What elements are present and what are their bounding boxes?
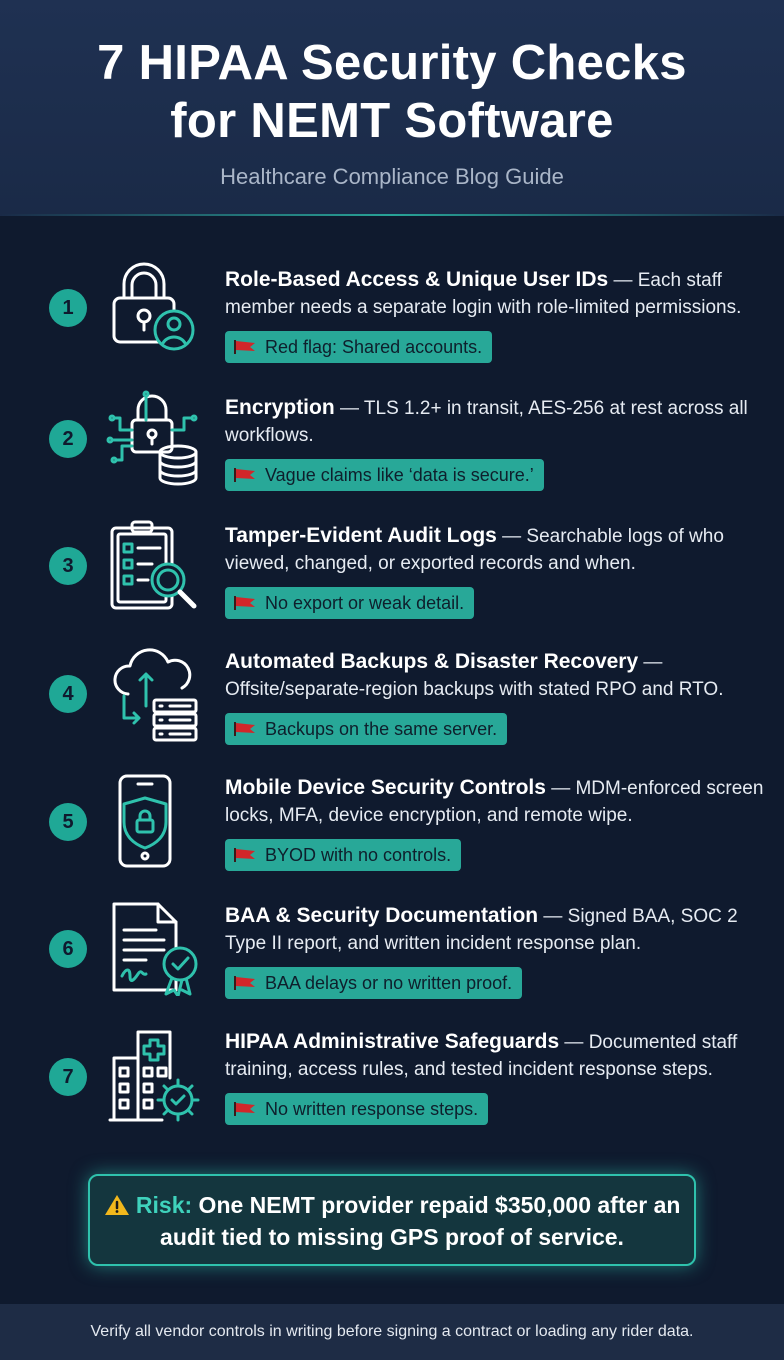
red-flag-icon	[233, 595, 257, 611]
red-flag-text: Vague claims like ‘data is secure.’	[265, 465, 534, 485]
check-item-3	[0, 518, 784, 638]
check-item-5	[0, 772, 784, 892]
red-flag-badge	[225, 839, 461, 871]
red-flag-text: BYOD with no controls.	[265, 845, 452, 865]
title-line-1: 7 HIPAA Security Checks	[97, 36, 687, 90]
red-flag-icon	[233, 721, 257, 737]
check-description: — Offsite/separate-region backups with stated RPO and RTO.	[225, 652, 724, 700]
lock-user-icon	[106, 258, 202, 354]
title-line-2: for NEMT Software	[170, 94, 614, 148]
check-text	[225, 902, 775, 999]
red-flag-badge	[225, 1093, 488, 1125]
check-title: Tamper-Evident Audit Logs	[225, 524, 497, 547]
check-number-badge: 2	[49, 420, 87, 458]
check-title: Automated Backups & Disaster Recovery	[225, 650, 639, 673]
check-item-7	[0, 1028, 784, 1148]
red-flag-icon	[233, 339, 257, 355]
check-title: Mobile Device Security Controls	[225, 776, 546, 799]
risk-label: Risk:	[135, 1192, 193, 1218]
check-number-badge: 3	[49, 547, 87, 585]
footer-note: Verify all vendor controls in writing before signing a contract or loading any rider data.	[0, 1304, 784, 1360]
check-title: Role-Based Access & Unique User IDs	[225, 268, 609, 291]
check-description: — Documented staff training, access rules, and tested incident response steps.	[225, 1032, 738, 1080]
red-flag-badge	[225, 713, 507, 745]
header	[0, 0, 784, 216]
check-description: — TLS 1.2+ in transit, AES-256 at rest across all workflows.	[225, 398, 748, 446]
check-title: HIPAA Administrative Safeguards	[225, 1030, 560, 1053]
red-flag-text: Red flag: Shared accounts.	[265, 337, 483, 357]
check-number-badge: 5	[49, 803, 87, 841]
red-flag-text: Backups on the same server.	[265, 719, 498, 739]
check-text	[225, 266, 775, 363]
check-title: BAA & Security Documentation	[225, 904, 539, 927]
risk-callout	[88, 1174, 696, 1266]
check-number-badge: 7	[49, 1058, 87, 1096]
check-text	[225, 1028, 775, 1125]
check-description: — MDM-enforced screen locks, MFA, device encryption, and remote wipe.	[225, 778, 764, 826]
check-item-1	[0, 258, 784, 378]
red-flag-badge	[225, 459, 544, 491]
check-item-6	[0, 900, 784, 1020]
page-title	[0, 0, 784, 150]
check-description: — Each staff member needs a separate login with role-limited permissions.	[225, 270, 742, 318]
red-flag-badge	[225, 331, 492, 363]
check-number-badge: 4	[49, 675, 87, 713]
red-flag-text: No written response steps.	[265, 1099, 479, 1119]
check-text	[225, 774, 775, 871]
page-subtitle: Healthcare Compliance Blog Guide	[220, 164, 564, 189]
clipboard-search-icon	[106, 518, 202, 614]
red-flag-icon	[233, 467, 257, 483]
check-description: — Signed BAA, SOC 2 Type II report, and written incident response plan.	[225, 906, 738, 954]
cloud-backup-icon	[106, 646, 202, 742]
mobile-shield-icon	[106, 772, 202, 868]
red-flag-badge	[225, 587, 474, 619]
signed-document-icon	[106, 900, 202, 996]
red-flag-text: No export or weak detail.	[265, 593, 465, 613]
red-flag-icon	[233, 1101, 257, 1117]
warning-icon	[104, 1194, 130, 1216]
check-item-4	[0, 646, 784, 766]
check-text	[225, 522, 775, 619]
red-flag-icon	[233, 847, 257, 863]
lock-database-icon	[106, 390, 202, 486]
check-number-badge: 1	[49, 289, 87, 327]
red-flag-icon	[233, 975, 257, 991]
hospital-gear-icon	[106, 1028, 202, 1124]
red-flag-text: BAA delays or no written proof.	[265, 973, 513, 993]
check-title: Encryption	[225, 396, 335, 419]
check-text	[225, 648, 775, 745]
risk-text: One NEMT provider repaid $350,000 after an audit tied to missing GPS proof of service.	[160, 1192, 681, 1250]
check-number-badge: 6	[49, 930, 87, 968]
red-flag-badge	[225, 967, 522, 999]
check-item-2	[0, 390, 784, 510]
check-description: — Searchable logs of who viewed, changed, or exported records and when.	[225, 526, 724, 574]
check-text	[225, 394, 775, 491]
